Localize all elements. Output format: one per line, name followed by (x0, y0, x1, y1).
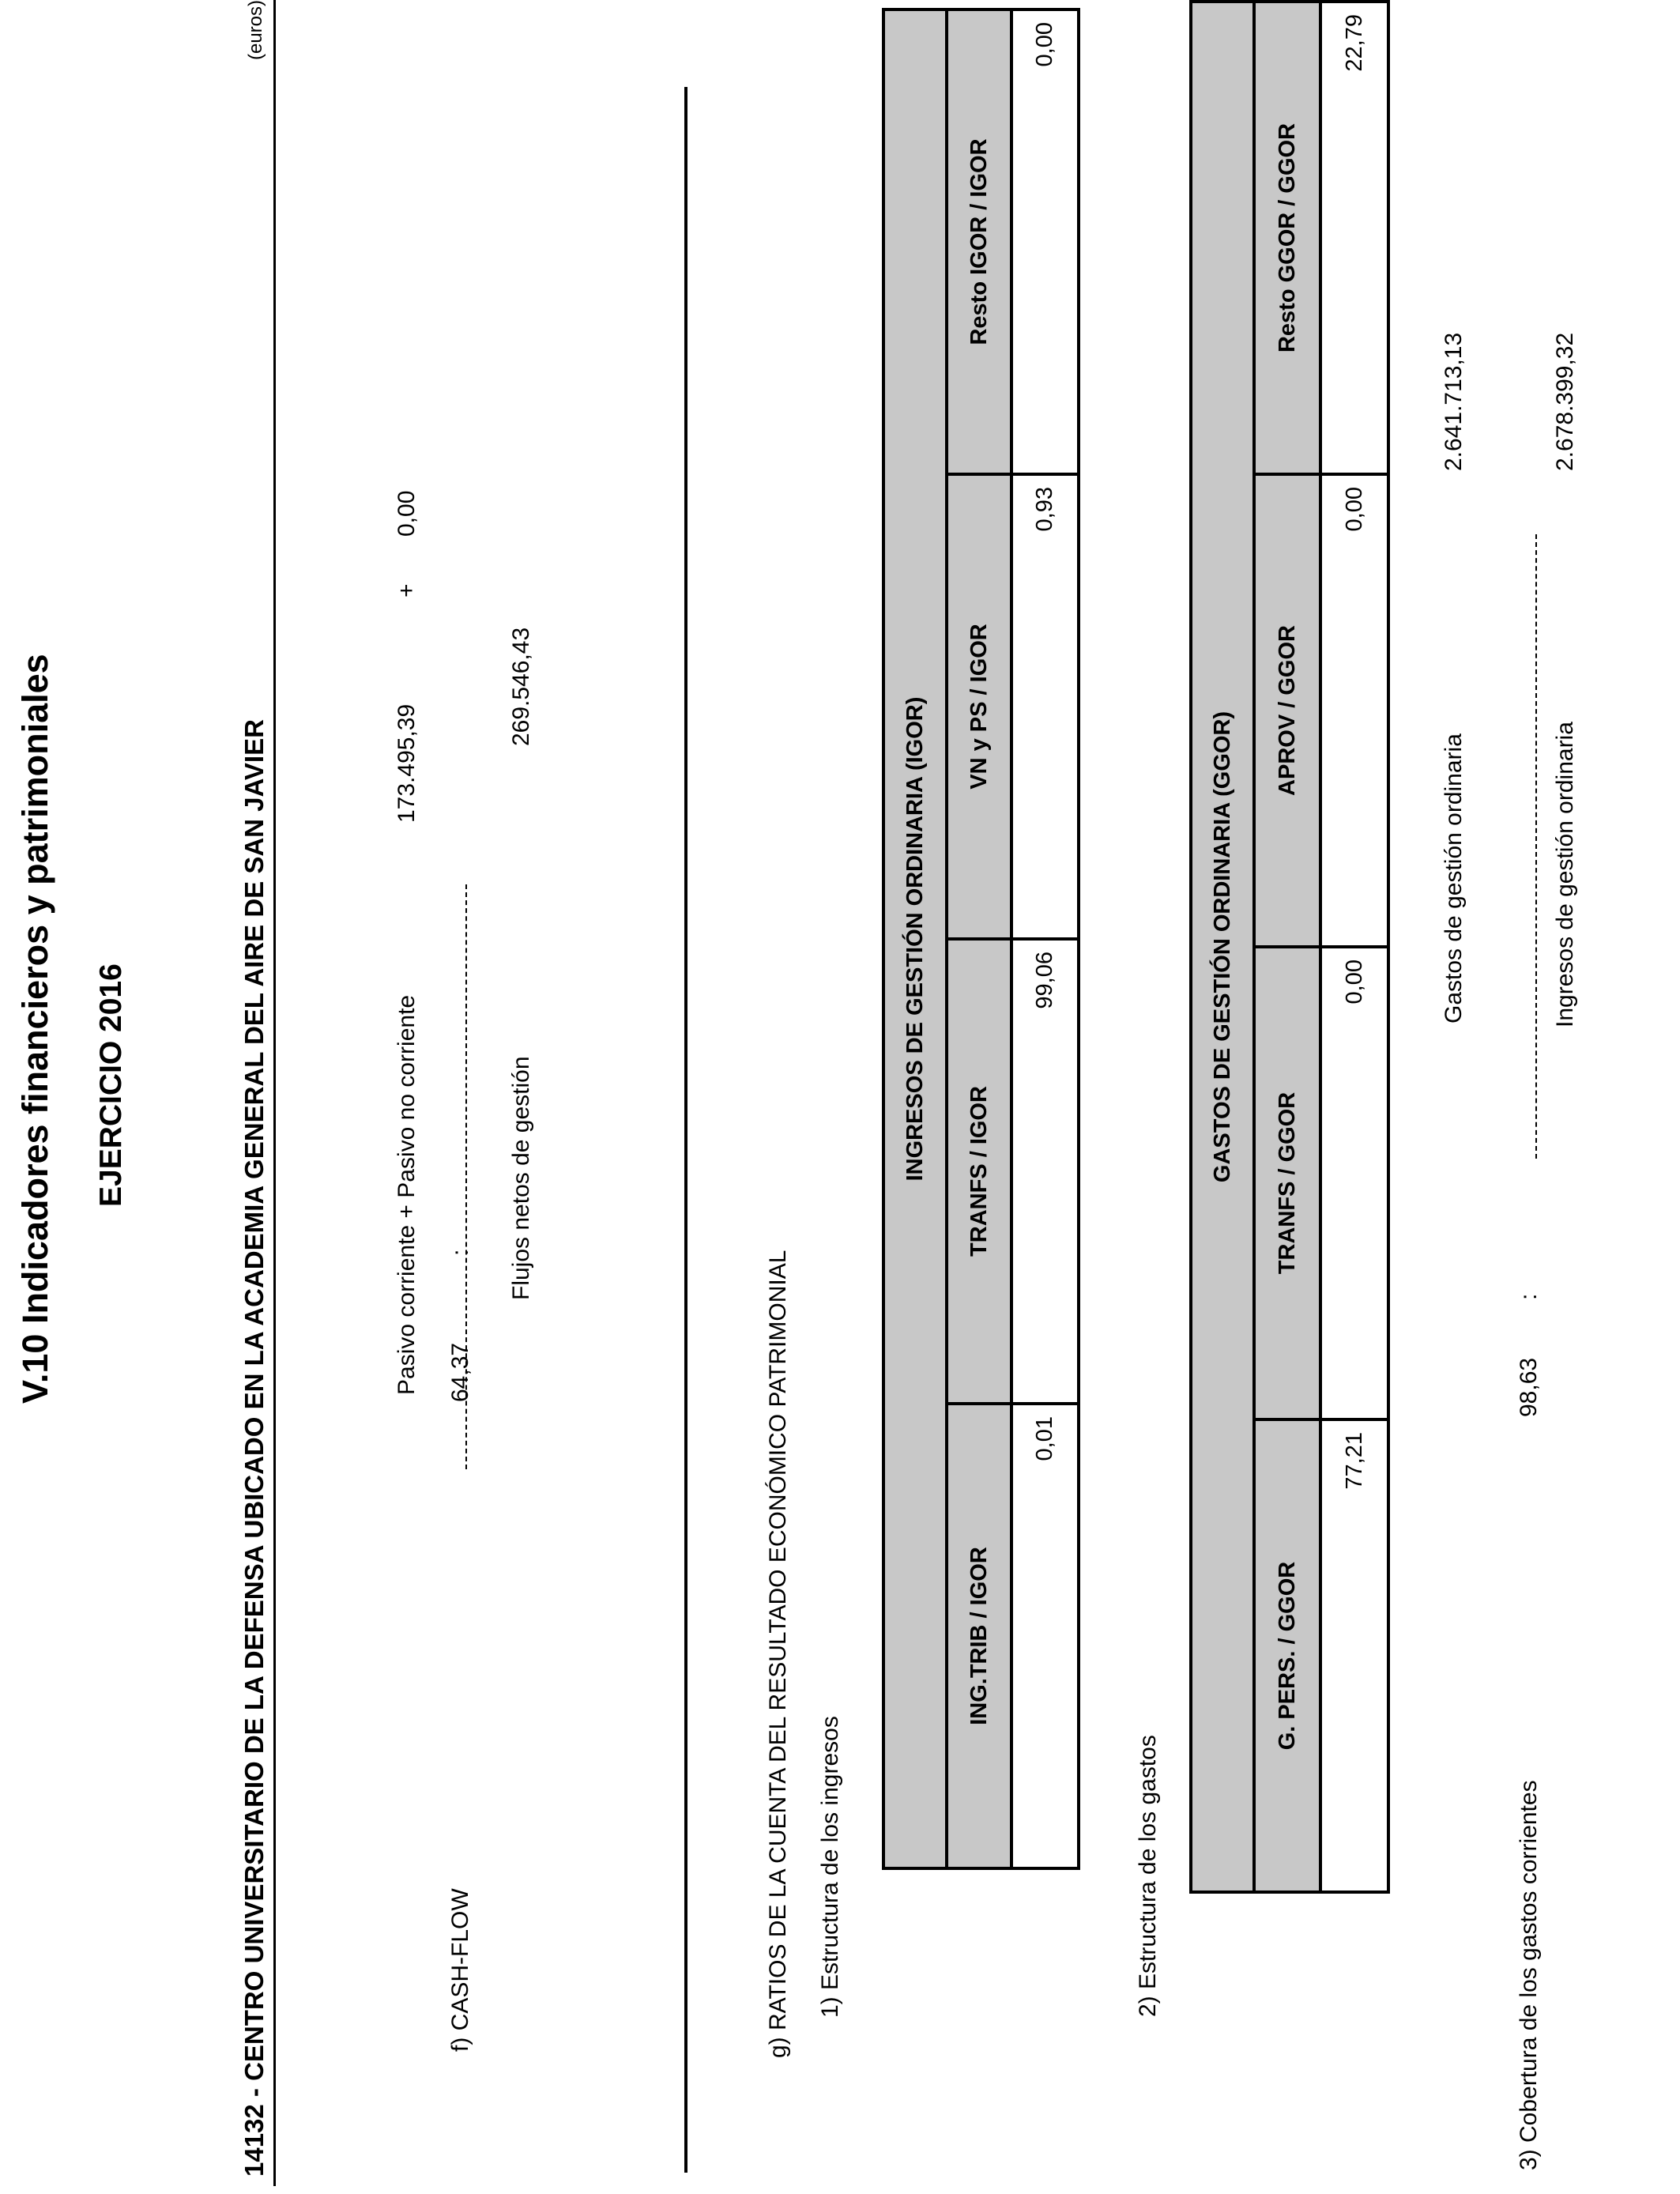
gastos-table (1189, 0, 1390, 1894)
exercise-year: EJERCICIO 2016 (94, 963, 128, 1207)
cobertura-colon: : (1516, 1293, 1542, 1300)
cash-flow-numerator-label: Pasivo corriente + Pasivo no corriente (394, 994, 420, 1395)
section-separator (684, 87, 687, 2173)
ingresos-value: 0,01 (1011, 1404, 1079, 1868)
ingresos-structure-label: 1) Estructura de los ingresos (817, 1716, 843, 2018)
gastos-col-header: Resto GGOR / GGOR (1254, 2, 1320, 474)
ingresos-col-header: Resto IGOR / IGOR (947, 9, 1011, 474)
gastos-table-title: GASTOS DE GESTIÓN ORDINARIA (GGOR) (1191, 2, 1254, 1892)
ingresos-value: 99,06 (1011, 939, 1079, 1404)
gastos-value: 0,00 (1320, 474, 1388, 947)
cash-flow-colon: : (447, 1249, 473, 1256)
gastos-value: 22,79 (1320, 2, 1388, 474)
ratios-heading: g) RATIOS DE LA CUENTA DEL RESULTADO ECONÓMICO PATRIMONIAL (765, 1250, 791, 2058)
ingresos-col-header: ING.TRIB / IGOR (947, 1404, 1011, 1868)
cobertura-denominator-value: 2.678.399,32 (1552, 332, 1578, 471)
gastos-value: 0,00 (1320, 947, 1388, 1419)
ingresos-table-title: INGRESOS DE GESTIÓN ORDINARIA (IGOR) (883, 9, 947, 1868)
gastos-col-header: TRANFS / GGOR (1254, 947, 1320, 1419)
cash-flow-result: 64,37 (447, 1342, 473, 1402)
gastos-col-header: APROV / GGOR (1254, 474, 1320, 947)
gastos-structure-label: 2) Estructura de los gastos (1135, 1735, 1161, 2017)
cash-flow-label: f) CASH-FLOW (447, 1888, 473, 2052)
ingresos-value: 0,93 (1011, 474, 1079, 939)
fraction-line (465, 884, 467, 1469)
plus-sign: + (394, 583, 420, 598)
cobertura-denominator-label: Ingresos de gestión ordinaria (1552, 722, 1578, 1027)
currency-note: (euros) (245, 0, 266, 60)
header-rule (273, 0, 276, 2186)
cobertura-numerator-label: Gastos de gestión ordinaria (1441, 733, 1467, 1023)
ingresos-col-header: VN y PS / IGOR (947, 474, 1011, 939)
fraction-line (1535, 534, 1537, 1159)
cobertura-result: 98,63 (1516, 1357, 1542, 1417)
cash-flow-numerator-value-1: 173.495,39 (394, 703, 420, 823)
page-title: V.10 Indicadores financieros y patrimoniales (15, 654, 55, 1404)
ingresos-col-header: TRANFS / IGOR (947, 939, 1011, 1404)
gastos-col-header: G. PERS. / GGOR (1254, 1419, 1320, 1892)
ingresos-value: 0,00 (1011, 9, 1079, 474)
entity-heading: 14132 - CENTRO UNIVERSITARIO DE LA DEFENSA UBICADO EN LA ACADEMIA GENERAL DEL AIRE DE SAN JAVIER (239, 719, 269, 2177)
ingresos-table (882, 8, 1080, 1870)
cobertura-label: 3) Cobertura de los gastos corrientes (1516, 1780, 1542, 2170)
cash-flow-denominator-value: 269.546,43 (508, 627, 534, 746)
gastos-value: 77,21 (1320, 1419, 1388, 1892)
cobertura-numerator-value: 2.641.713,13 (1441, 332, 1467, 471)
cash-flow-numerator-value-2: 0,00 (394, 490, 420, 537)
cash-flow-denominator-label: Flujos netos de gestión (508, 1056, 534, 1300)
